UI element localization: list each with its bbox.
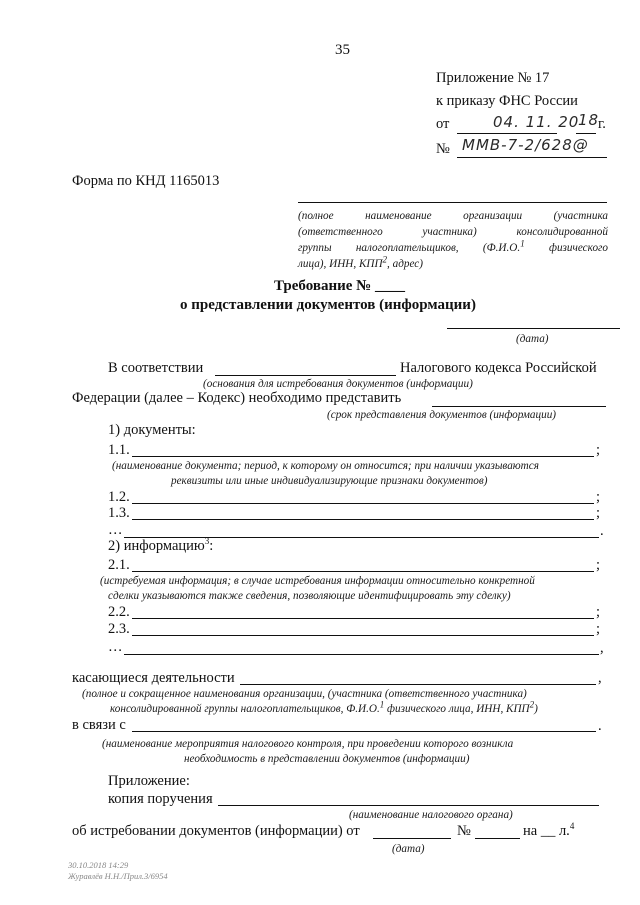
footnote-2-marker-2: 2 (529, 699, 535, 710)
documents-caption-1: (наименование документа; период, к которому он относится; при наличии указываются (112, 460, 539, 472)
order-number-line (457, 157, 607, 158)
info-item-2-3-end: ; (596, 621, 601, 637)
doc-item-1-2-end: ; (596, 489, 601, 505)
info-item-2-1-end: ; (596, 557, 601, 573)
information-caption-2: сделки указываются также сведения, позволяющие идентифицировать эту сделку) (108, 590, 511, 602)
info-item-2-1-label: 2.1. (108, 557, 130, 573)
info-item-ellipsis-end: , (600, 640, 604, 656)
basis-line (215, 375, 396, 376)
recipient-caption-4b: , адрес) (387, 258, 423, 270)
page-number: 35 (335, 42, 350, 58)
doc-item-ellipsis-end: . (600, 523, 604, 539)
footnote-1-marker-2: 1 (379, 699, 385, 710)
info-item-ellipsis-line (124, 654, 599, 655)
final-date-line (373, 838, 451, 839)
information-heading (108, 538, 213, 555)
order-date-handwritten: 04. 11. 20 (493, 113, 580, 131)
final-date-caption: (дата) (392, 843, 425, 855)
connection-end: . (598, 718, 602, 734)
order-label: к приказу ФНС России (436, 93, 578, 109)
concerning-caption-2b: физического лица, ИНН, КПП (384, 703, 530, 715)
doc-item-1-3-label: 1.3. (108, 505, 130, 521)
doc-item-ellipsis: … (108, 522, 123, 538)
authority-caption: (наименование налогового органа) (349, 809, 513, 821)
documents-heading: 1) документы: (108, 422, 196, 438)
information-heading-text: 2) информацию (108, 538, 205, 554)
form-code: Форма по КНД 1165013 (72, 173, 220, 189)
info-item-2-3-label: 2.3. (108, 621, 130, 637)
appendix-label: Приложение № 17 (436, 70, 550, 86)
order-year-line (576, 133, 596, 134)
deadline-caption: (срок представления документов (информации) (327, 409, 557, 421)
document-title: Требование № ____ (274, 278, 405, 294)
order-date-suffix: г. (598, 116, 606, 132)
concerning-line (240, 684, 596, 685)
order-year-handwritten: 18 (578, 111, 600, 129)
connection-caption-2: необходимость в представлении документов (информации) (184, 753, 470, 765)
recipient-caption-1: (полное наименование организации (участника (298, 210, 608, 222)
recipient-caption-2: (ответственного участника) консолидированной (298, 226, 608, 238)
footnote-2-marker: 2 (382, 254, 388, 265)
basis-caption: (основания для истребования документов (информации) (203, 378, 473, 390)
deadline-line (432, 406, 606, 407)
footnote-4-marker: 4 (569, 821, 575, 832)
final-line-text: об истребовании документов (информации) от (72, 823, 360, 839)
recipient-caption-4 (298, 254, 423, 270)
order-date-prefix: от (436, 116, 450, 132)
doc-item-1-3-end: ; (596, 505, 601, 521)
tax-code-text: Налогового кодекса Российской (400, 360, 597, 376)
doc-item-1-1-end: ; (596, 442, 601, 458)
concerning-label: касающиеся деятельности (72, 670, 235, 686)
doc-item-1-1-line (132, 456, 594, 457)
final-pages (523, 823, 574, 840)
order-date-line (457, 133, 557, 134)
doc-item-1-1-label: 1.1. (108, 442, 130, 458)
final-number-line (475, 838, 520, 839)
recipient-caption-3b: физического (524, 242, 608, 254)
info-item-2-2-label: 2.2. (108, 604, 130, 620)
final-number-sign: № (457, 823, 471, 839)
recipient-caption-3a: группы налогоплательщиков, (Ф.И.О. (298, 242, 521, 254)
info-item-2-1-line (132, 571, 594, 572)
order-number-handwritten: ММВ-7-2/628@ (462, 136, 589, 154)
date-line (447, 328, 620, 329)
authority-line (218, 805, 599, 806)
concerning-caption-1: (полное и сокращенное наименования организации, (участника (ответственного участника) (82, 688, 527, 700)
recipient-name-line (298, 202, 607, 203)
documents-caption-2: реквизиты или иные индивидуализирующие признаки документов) (171, 475, 488, 487)
information-caption-1: (истребуемая информация; в случае истребования информации относительно конкретной (100, 575, 535, 587)
federation-text: Федерации (далее – Кодекс) необходимо представить (72, 390, 402, 406)
connection-caption-1: (наименование мероприятия налогового контроля, при проведении которого возникла (102, 738, 514, 750)
date-caption: (дата) (516, 333, 549, 345)
recipient-caption-4a: лица), ИНН, КПП (298, 258, 383, 270)
concerning-caption-2 (110, 699, 538, 715)
basis-intro: В соответствии (108, 360, 204, 376)
footnote-1-marker: 1 (520, 238, 525, 249)
recipient-caption-3 (298, 238, 608, 254)
print-stamp-line2: Журавлёв Н.Н./Прил.3/6954 (68, 871, 168, 881)
concerning-caption-2c: ) (534, 703, 538, 715)
doc-item-1-3-line (132, 519, 594, 520)
concerning-caption-2a: консолидированной группы налогоплательщиков, Ф.И.О. (110, 703, 380, 715)
connection-label: в связи с (72, 717, 126, 733)
final-pages-text: на __ л. (523, 823, 570, 839)
order-number-prefix: № (436, 141, 450, 157)
document-subtitle: о представлении документов (информации) (180, 297, 476, 313)
attachment-heading: Приложение: (108, 773, 190, 789)
print-stamp-line1: 30.10.2018 14:29 (68, 860, 129, 870)
info-item-ellipsis: … (108, 639, 123, 655)
connection-line (132, 731, 596, 732)
information-heading-colon: : (209, 538, 214, 554)
doc-item-1-2-label: 1.2. (108, 489, 130, 505)
info-item-2-2-line (132, 618, 594, 619)
info-item-2-3-line (132, 635, 594, 636)
doc-item-1-2-line (132, 503, 594, 504)
footnote-3-marker: 3 (204, 536, 210, 547)
concerning-end: , (598, 670, 602, 686)
info-item-2-2-end: ; (596, 604, 601, 620)
copy-order-label: копия поручения (108, 791, 213, 807)
